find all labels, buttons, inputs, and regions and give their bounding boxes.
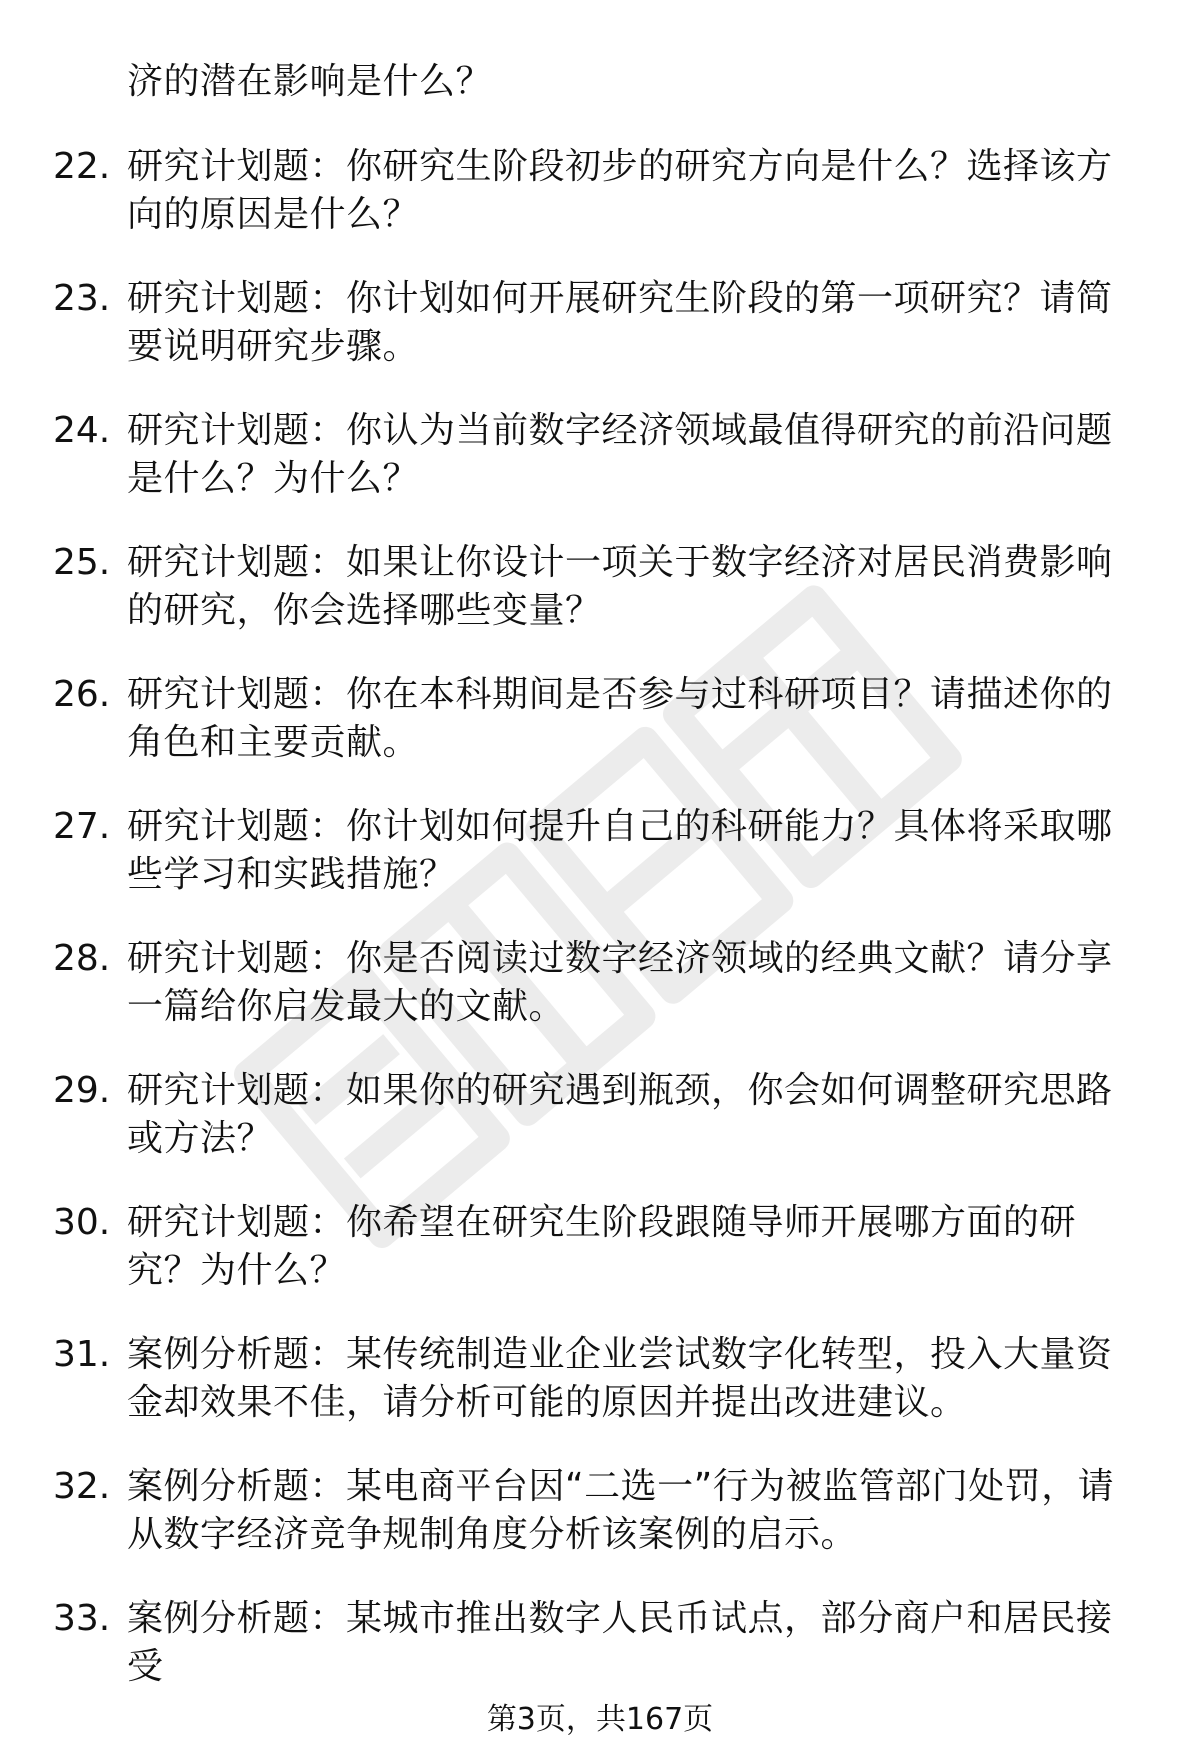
question-text: 研究计划题：你认为当前数字经济领域最值得研究的前沿问题是什么？为什么？ [127, 410, 1113, 499]
question-number: 25. [53, 542, 111, 583]
question-number: 22. [53, 146, 111, 187]
question-text: 案例分析题：某电商平台因“二选一”行为被监管部门处罚，请从数字经济竞争规制角度分析该案例的启示。 [127, 1466, 1115, 1555]
list-item [0, 143, 1200, 275]
question-text: 研究计划题：如果让你设计一项关于数字经济对居民消费影响的研究，你会选择哪些变量？ [127, 542, 1113, 631]
question-text: 研究计划题：你是否阅读过数字经济领域的经典文献？请分享一篇给你启发最大的文献。 [127, 938, 1113, 1027]
page-footer: 第3页，共167页 [486, 1702, 714, 1737]
question-text: 案例分析题：某传统制造业企业尝试数字化转型，投入大量资金却效果不佳，请分析可能的原因并提出改进建议。 [127, 1334, 1113, 1423]
question-number: 24. [53, 410, 111, 451]
question-number: 26. [53, 674, 111, 715]
question-number: 30. [53, 1202, 111, 1243]
list-item [0, 803, 1200, 935]
list-item [0, 275, 1200, 407]
question-text: 研究计划题：你计划如何开展研究生阶段的第一项研究？请简要说明研究步骤。 [127, 278, 1113, 367]
question-text: 研究计划题：如果你的研究遇到瓶颈，你会如何调整研究思路或方法？ [127, 1070, 1113, 1159]
question-number: 23. [53, 278, 111, 319]
question-number: 29. [53, 1070, 111, 1111]
question-text: 研究计划题：你在本科期间是否参与过科研项目？请描述你的角色和主要贡献。 [127, 674, 1113, 763]
list-item [0, 1067, 1200, 1199]
question-text: 案例分析题：某城市推出数字人民币试点，部分商户和居民接受 [127, 1598, 1113, 1687]
question-number: 28. [53, 938, 111, 979]
question-number: 31. [53, 1334, 111, 1375]
list-item [0, 935, 1200, 1067]
question-text: 研究计划题：你研究生阶段初步的研究方向是什么？选择该方向的原因是什么？ [127, 146, 1113, 235]
question-number: 33. [53, 1598, 111, 1639]
question-text: 研究计划题：你希望在研究生阶段跟随导师开展哪方面的研究？为什么？ [127, 1202, 1077, 1291]
continuation-text: 济的潜在影响是什么？ [127, 61, 493, 102]
list-item [0, 1199, 1200, 1331]
question-number: 27. [53, 806, 111, 847]
list-item [0, 671, 1200, 803]
list-item [0, 1463, 1200, 1595]
question-text: 研究计划题：你计划如何提升自己的科研能力？具体将采取哪些学习和实践措施？ [127, 806, 1113, 895]
question-number: 32. [53, 1466, 111, 1507]
question-list [0, 143, 1200, 1727]
list-item [0, 1331, 1200, 1463]
list-item [0, 539, 1200, 671]
list-item [0, 407, 1200, 539]
